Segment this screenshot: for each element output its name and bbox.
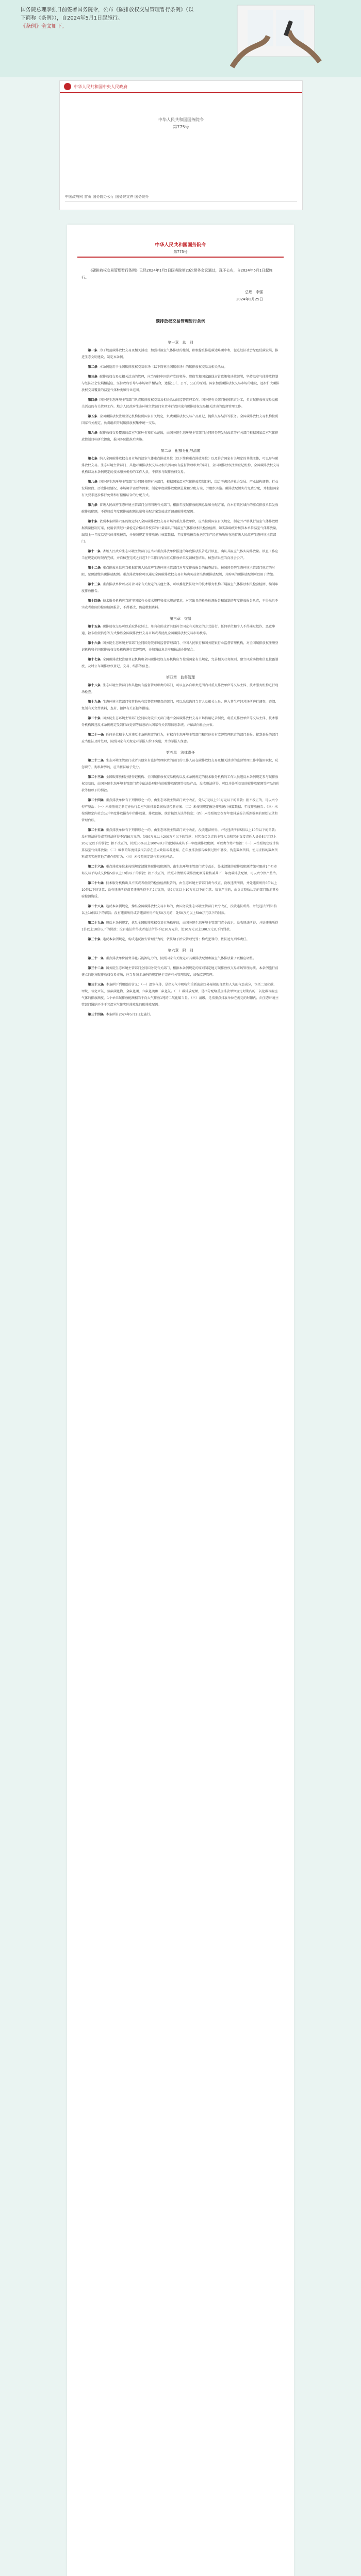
article-text: 生态环境主管部门或者其他负有监督管理职责的部门的工作人员在碳排放权交易及相关活动的监督管理工作中滥用职权、玩忽职守、徇私舞弊的，应当依法给予处分。: [81, 759, 278, 769]
intro-text: [21, 6, 227, 31]
regulation-body: [81, 335, 280, 1021]
article-text: 违反本条例规定，操纵全国碳排放权交易市场的，由国务院生态环境主管部门责令改正，没收违法所得，并处违法所得1倍以上10倍以下的罚款；没有违法所得或者违法所得不足50万元的，处50万元以上500万元以下的罚款。: [81, 905, 277, 915]
gov-banner-title: 中华人民共和国中央人民政府: [74, 84, 127, 89]
chapter-heading: 第五章 法律责任: [166, 751, 195, 755]
article-number: 第二十三条: [88, 775, 104, 779]
article-text: 国务院生态环境主管部门负责碳排放权交易及相关活动的监督管理工作。国务院有关部门按照职责分工，负责碳排放权交易及相关活动的有关管理工作。地方人民政府生态环境主管部门负责本行政区域内碳排放权交易相关活动的监督管理工作。: [81, 398, 278, 409]
national-emblem-icon: [64, 83, 71, 90]
article-paragraph: [81, 715, 280, 728]
article-paragraph: [81, 455, 280, 476]
article-paragraph: [81, 863, 280, 877]
chapter-heading: 第一章 总 则: [168, 341, 193, 345]
article-number: 第五条: [88, 415, 97, 418]
article-number: 第八条: [88, 480, 97, 484]
article-text: 碳排放权交易可以采取协议转让、单向竞价或者其他符合国家有关规定的方式进行。任何单位和个人不得通过欺诈、恶意串通、散布虚假信息等方式操纵全国碳排放权交易市场或者扰乱全国碳排放权交易市场秩序。: [81, 625, 275, 635]
article-number: 第二十二条: [88, 759, 104, 762]
article-text: 纳入全国碳排放权交易市场的温室气体重点排放单位（以下简称重点排放单位）以及符合国家有关规定的其他主体，可以参与碳排放权交易。生态环境主管部门、其他对碳排放权交易及相关活动负有监督管理职责的部门、全国碳排放权注册登记机构、全国碳排放权交易机构以及本条例规定的技术服务机构的工作人员，不得参与碳排放权交易。: [81, 457, 280, 474]
article-paragraph: [81, 965, 280, 978]
chapter-heading: 第六章 附 则: [168, 948, 193, 953]
chapter-heading: 第四章 监督管理: [166, 675, 195, 680]
article-text: 依照本条例第六条的规定纳入全国碳排放权交易市场的重点排放单位，应当按照国家有关规定，制定并严格执行温室气体排放数据质量控制方案，使用依法经计量检定合格或者校准的计量器具开展温室气体排放相关检验检测，如实准确统计核算本单位温室气体排放量，编制上一年度温室气体排放报告，并按照规定将排放统计核算数据、年度排放报告报送其生产经营场所所在地省级人民政府生态环境主管部门。: [81, 520, 280, 544]
article-paragraph: [81, 797, 280, 824]
article-paragraph: [81, 623, 280, 637]
article-number: 第十五条: [88, 625, 101, 629]
article-text: 全国碳排放权注册登记机构按照国家有关规定，负责碳排放权交易产品登记，提供交易结算等服务。全国碳排放权交易机构按照国家有关规定，负责组织开展碳排放权集中统一交易。: [81, 415, 278, 425]
article-paragraph: [81, 981, 280, 1008]
article-text: 违反本条例规定，构成违反治安管理行为的，依法给予治安管理处罚；构成犯罪的，依法追究刑事责任。: [103, 938, 250, 941]
article-paragraph: [81, 880, 280, 900]
article-number: 第二十四条: [88, 799, 104, 802]
article-text: 违反本条例规定，扰乱全国碳排放权交易市场秩序的，由国务院生态环境主管部门责令改正，没收违法所得，并处违法所得1倍以上10倍以下的罚款；没有违法所得或者违法所得不足10万元的，处10万元以上100万元以下的罚款。: [81, 921, 278, 931]
article-text: 任何单位和个人对违反本条例规定的行为，有权向生态环境主管部门和其他负有监督管理职责的部门举报。接到举报的部门应当依法及时处理，按照国家有关规定对举报人给予奖励，并为举报人保密。: [81, 733, 278, 743]
article-text: 全国碳排放权注册登记机构、全国碳排放权交易机构以及本条例规定的技术服务机构的工作人员违反本条例规定参与碳排放权交易的，由国务院生态环境主管部门责令依法处理持有的碳排放配额等交易产品，没收违法所得，可以并处所交易的碳排放配额等产品的价款等值以下的罚款。: [81, 775, 280, 792]
book-hands-illustration: [217, 0, 330, 77]
article-number: 第二十九条: [88, 921, 104, 925]
article-text: 本条例适用于全国碳排放权交易市场（以下简称全国碳市场）的碳排放权交易及相关活动。: [99, 365, 227, 369]
article-number: 第十九条: [88, 700, 101, 704]
article-paragraph: [81, 699, 280, 712]
article-number: 第十条: [88, 520, 97, 523]
article-number: 第三十二条: [88, 967, 104, 970]
article-paragraph: [81, 640, 280, 653]
article-paragraph: [81, 656, 280, 670]
article-text: 重点排放单位未按照规定清缴其碳排放配额的，由生态环境主管部门责令改正，处未清缴的碳排放配额清缴时限前1个月市场交易平均成交价格5倍以上10倍以下的罚款；拒不改正的，按照未清缴的碳排放配额等量核减其下一年度碳排放配额，可以责令停产整治。: [81, 865, 280, 875]
article-text: 重点排放单位有下列情形之一的，由生态环境主管部门责令改正，处5万元以上50万元以下的罚款；拒不改正的，可以责令停产整治：（一）未按照规定制定并执行温室气体排放数据质量控制方案；（二）未按照规定报送排放统计核算数据、年度排放报告；（三）未按照规定向社会公开年度排放报告中的排放量、排放设施、统计核算方法等信息；（四）未按照规定保存年度排放报告所涉数据的原始记录和管理台账。: [81, 799, 278, 822]
sign-date: 2024年1月25日: [236, 297, 263, 301]
article-number: 第三十条: [88, 938, 101, 941]
article-number: 第三十四条: [88, 1013, 104, 1016]
article-paragraph: [81, 581, 280, 595]
article-number: 第二十六条: [88, 865, 104, 869]
article-number: 第六条: [88, 431, 97, 435]
article-number: 第四条: [88, 398, 97, 402]
article-text: 国务院生态环境主管部门会同国务院市场监督管理部门、中国人民银行和国务院银行业监督管理机构，对全国碳排放权注册登记机构和全国碳排放权交易机构进行监督管理，并加强信息共享和执法协作配合。: [81, 641, 278, 652]
gov-banner: [60, 81, 302, 93]
gov-order-title: 中华人民共和国国务院令: [158, 117, 204, 122]
article-text: 碳排放权交易及相关活动的管理，应当坚持中国共产党的领导，贯彻党和国家路线方针政策和决策部署，坚持温室气体排放控制与经济社会发展相适应，坚持政府引导与市场调节相结合，遵循公开、公平、公正的原则。国家加强碳排放权交易市场的建设，逐步扩大碳排放权交易覆盖的温室气体种类和行业范围。: [81, 375, 280, 392]
article-text: 本条例下列用语的含义：（一）温室气体，是指大气中吸收和重新放出红外辐射的自然和人为的气态成分，包括二氧化碳、甲烷、氧化亚氮、氢氟碳化物、全氟化碳、六氟化硫和三氟化氮。（二）碳排放配额，是指分配给重点排放单位规定时期内的二氧化碳等温室气体的排放额度。1个单位碳排放配额相当于向大气排放1吨的二氧化碳当量。（三）清缴，是指重点排放单位在规定的时限内，向生态环境主管部门缴纳不少于其温室气体实际排放量的碳排放配额。: [81, 983, 279, 1007]
article-number: 第十三条: [88, 583, 101, 586]
article-paragraph: [81, 682, 280, 696]
article-paragraph: [81, 920, 280, 933]
article-number: 第一条: [88, 349, 97, 352]
article-text: 重点排放单位以及符合国家有关规定的其他主体，可以委托依法设立的技术服务机构开展温室气体排放相关检验检测、编制年度排放报告。: [81, 583, 278, 593]
article-paragraph: [81, 364, 280, 370]
article-text: 生态环境主管部门和其他负有监督管理职责的部门，可以采取询问当事人及相关人员，进入其生产经营场所进行调查，查阅、复制有关文件资料，查封、扣押有关证据等措施。: [81, 700, 278, 710]
article-number: 第二条: [88, 365, 97, 369]
article-paragraph: [81, 827, 280, 860]
article-number: 第十一条: [88, 550, 101, 553]
decree-text: 《碳排放权交易管理暂行条例》已经2024年1月5日国务院第23次常务会议通过，现予公布，自2024年5月1日起施行。: [81, 268, 273, 280]
article-number: 第十八条: [88, 684, 101, 687]
article-number: 第二十八条: [88, 905, 104, 908]
article-text: 国务院生态环境主管部门会同国务院有关部门，根据本条例规定的原则制定地方碳排放权交易市场管理办法。本条例施行前建立的地方碳排放权交易市场，应当参照本条例的规定健全完善有关管理制度，加强监督管理。: [81, 967, 278, 977]
article-number: 第十二条: [88, 566, 101, 570]
gov-webpage-screenshot: [59, 80, 303, 210]
article-number: 第三十一条: [88, 957, 104, 960]
intro-line-2: 下简称《条例》），自2024年5月1日起施行。: [21, 15, 123, 21]
article-paragraph: [81, 397, 280, 410]
article-text: 全国碳排放权注册登记机构和全国碳排放权交易机构应当按照国家有关规定，完善相关业务规则，建立风险防控和信息披露制度，及时公布碳排放权登记、交易、结算等信息。: [81, 658, 278, 668]
article-number: 第七条: [88, 457, 97, 461]
article-paragraph: [81, 413, 280, 427]
article-text: 技术服务机构应当遵守国家有关技术规程和技术规范要求，对其出具的检验检测报告和编制的年度排放报告负责，不得出具不实或者虚假的检验检测报告，不得篡改、伪造数据资料。: [81, 599, 278, 609]
article-paragraph: [81, 598, 280, 611]
article-text: 本条例自2024年5月1日起施行。: [106, 1013, 154, 1016]
article-number: 第十七条: [88, 658, 101, 662]
article-paragraph: [81, 936, 280, 943]
article-paragraph: [81, 502, 280, 515]
footer-divider: [65, 201, 297, 202]
article-paragraph: [81, 430, 280, 443]
article-number: 第三十三条: [88, 983, 104, 987]
article-paragraph: [81, 518, 280, 545]
article-text: 重点排放单位消费非化石能源电力的，按照国家有关规定对其碳排放配额和温室气体排放量予以相应调整。: [106, 957, 256, 960]
article-text: 生态环境主管部门和其他负有监督管理职责的部门，可以在各自职责范围内对重点排放单位等交易主体、技术服务机构进行现场检查。: [81, 684, 278, 694]
article-text: 国务院生态环境主管部门会同国务院有关部门建立全国碳排放权交易市场信用记录制度，将重点排放单位等交易主体、技术服务机构因违反本条例规定受到行政处罚等信息纳入国家有关信用信息系统，并依法向社会公布。: [81, 717, 278, 727]
article-paragraph: [81, 374, 280, 394]
article-paragraph: [81, 774, 280, 794]
article-text: 为了规范碳排放权交易及相关活动，加强对温室气体排放的控制，积极稳妥推进碳达峰碳中和，促进经济社会绿色低碳发展，推进生态文明建设，制定本条例。: [81, 349, 278, 359]
article-number: 第二十条: [88, 717, 101, 720]
article-paragraph: [81, 955, 280, 962]
article-text: 技术服务机构出具不实或者虚假的检验检测报告的，由生态环境主管部门责令改正，没收违法所得，并处违法所得5倍以上10倍以下的罚款；没有违法所得或者违法所得不足2万元的，处2万元以上10万元以下的罚款；情节严重的，由负责资质认定的部门取消其检验检测资质。: [81, 882, 279, 899]
article-paragraph: [81, 565, 280, 578]
gov-order-number: 第775号: [173, 125, 189, 129]
article-paragraph: [81, 732, 280, 745]
article-paragraph: [81, 548, 280, 562]
chapter-heading: 第三章 交易: [170, 617, 191, 621]
regulation-title: 碳排放权交易管理暂行条例: [156, 319, 205, 324]
article-text: 重点排放单位应当根据省级人民政府生态环境主管部门对年度排放报告的核查结果，按照国务院生态环境主管部门规定的时限，足额清缴其碳排放配额。重点排放单位可以通过全国碳排放权交易市场购买或者出售碳排放配额，其购买的碳排放配额可以用于清缴。: [81, 566, 276, 577]
article-text: 碳排放权交易覆盖的温室气体种类和行业范围，由国务院生态环境主管部门会同国务院发展改革等有关部门根据国家温室气体排放控制目标研究提出，报国务院批准后实施。: [81, 431, 278, 442]
regulation-document: [67, 225, 294, 2576]
chapter-heading: 第二章 配额分配与清缴: [160, 449, 201, 453]
article-text: 重点排放单位有下列情形之一的，由生态环境主管部门责令改正，没收违法所得，并处违法所得5倍以上10倍以下的罚款；没有违法所得或者违法所得不足50万元的，处50万元以上200万元以下的罚款；对其直接负责的主管人员和其他直接责任人员处5万元以上20万元以下的罚款；拒不改正的，按照50%以上100%以下的比例核减其下一年度碳排放配额，可以责令停产整治：（一）未按照规定统计核算温室气体排放量；（二）编制的年度排放报告存在重大缺陷或者遗漏，在年度排放报告编制过程中篡改、伪造数据资料，使用虚假的数据资料或者实施其他弄虚作假行为；（三）未按照规定制作和送检样品。: [81, 828, 279, 859]
order-number: 第775号: [173, 250, 188, 254]
article-paragraph: [81, 479, 280, 499]
article-number: 第九条: [88, 503, 97, 507]
article-number: 第二十一条: [88, 733, 104, 737]
article-number: 第三条: [88, 375, 97, 379]
article-paragraph: [81, 347, 280, 361]
article-paragraph: [81, 757, 280, 771]
order-header: 中华人民共和国国务院令: [155, 243, 206, 248]
article-paragraph: [81, 903, 280, 917]
article-text: 国务院生态环境主管部门会同国务院有关部门，根据国家温室气体排放控制目标，综合考虑经济社会发展、产业结构调整、行业发展阶段、历史排放情况、市场调节需要等因素，制定年度碳排放配额总量和分配方案，并组织实施。碳排放配额实行免费分配，并根据国家有关要求逐步推行免费和有偿相结合的分配方式。: [81, 480, 280, 497]
intro-line-3: 《条例》全文如下。: [21, 24, 67, 29]
intro-line-1: 国务院总理李强日前签署国务院令，公布《碳排放权交易管理暂行条例》（以: [21, 7, 193, 13]
article-number: 第二十五条: [88, 828, 104, 832]
article-number: 第十六条: [88, 641, 101, 645]
signer: 总理 李强: [245, 290, 263, 294]
article-text: 省级人民政府生态环境主管部门会同同级有关部门，根据年度碳排放配额总量和分配方案，向本行政区域内的重点排放单位发放碳排放配额，不得违反年度碳排放配额总量和分配方案发放或者调剂碳排放配额。: [81, 503, 278, 514]
hero-banner: [0, 0, 361, 77]
article-number: 第二十七条: [88, 882, 104, 885]
red-divider: [77, 257, 284, 258]
breadcrumb[interactable]: 中国政府网 首页 国务院办公厅 国务院文件 国务院令: [65, 195, 149, 199]
article-text: 省级人民政府生态环境主管部门应当对重点排放单位报送的年度排放报告进行核查，确认其温室气体实际排放量。核查工作应当在规定的时限内完成，并自核查完成之日起7个工作日内向重点排放单位反馈核查结果。核查结果应当向社会公开。: [81, 550, 278, 560]
article-number: 第十四条: [88, 599, 101, 603]
article-paragraph: [81, 1011, 280, 1018]
